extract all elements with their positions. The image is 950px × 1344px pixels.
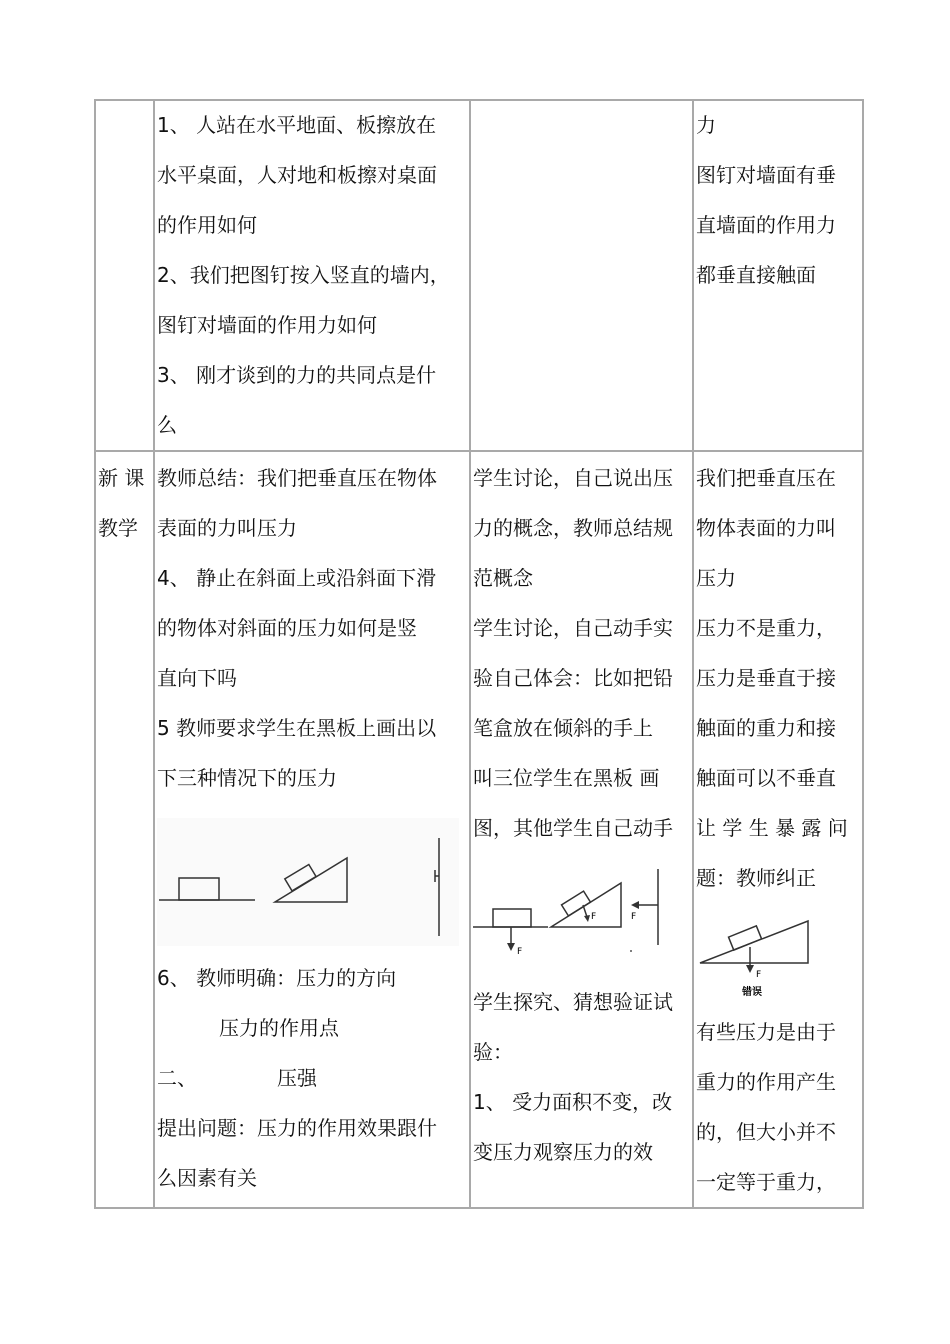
text-line: 触面的重力和接 (696, 716, 836, 740)
text-line: 图钉对墙面的作用力如何 (157, 313, 377, 337)
text-line: 压力的作用点 (219, 1016, 339, 1040)
force-label: F (631, 912, 637, 922)
text-line: 力的概念，教师总结规 (473, 516, 673, 540)
stage-cell (95, 451, 154, 1208)
text-line: 让 学 生 暴 露 问 (696, 816, 848, 840)
teacher-activity-cell (154, 100, 470, 451)
text-line: 压力 (696, 566, 736, 590)
text-line: 力 (696, 113, 716, 137)
text-line: 一定等于重力， (696, 1170, 836, 1194)
text-line: 学生探究、猜想验证试 (473, 990, 673, 1014)
text-line: 压力是垂直于接 (696, 666, 836, 690)
text-line: 压力不是重力， (696, 616, 836, 640)
error-caption: 错误 (742, 987, 762, 998)
text-line: 直向下吗 (157, 666, 237, 690)
text-line: 水平桌面，人对地和板擦对桌面 (157, 163, 437, 187)
text-line: 提出问题：压力的作用效果跟什 (157, 1116, 437, 1140)
text-line: 么 (157, 413, 177, 437)
stage-label: 新 课 (98, 466, 145, 490)
text-line: 么因素有关 (157, 1166, 257, 1190)
text-line: 6、 教师明确：压力的方向 (157, 966, 397, 990)
text-line: 物体表面的力叫 (696, 516, 836, 540)
text-line: 5 教师要求学生在黑板上画出以 (157, 716, 437, 740)
stage-cell (95, 100, 154, 451)
text-line: 表面的力叫压力 (157, 516, 297, 540)
text-line: 学生讨论，自己动手实 (473, 616, 673, 640)
force-label: F (517, 947, 523, 957)
text-line: 变压力观察压力的效 (473, 1140, 653, 1164)
text-line: 都垂直接触面 (696, 263, 816, 287)
notes-cell (693, 451, 863, 1208)
force-label: F (756, 970, 762, 980)
student-activity-cell (470, 100, 693, 451)
text-line: 有些压力是由于 (696, 1020, 836, 1044)
text-line: 叫三位学生在黑板 画 (473, 766, 660, 790)
text-line: 笔盒放在倾斜的手上 (473, 716, 653, 740)
text-line: 范概念 (473, 566, 533, 590)
text-line: 验自己体会：比如把铅 (473, 666, 673, 690)
force-label: F (591, 912, 597, 922)
text-line: 4、 静止在斜面上或沿斜面下滑 (157, 566, 437, 590)
text-line: 的，但大小并不 (696, 1120, 836, 1144)
text-line (157, 1053, 469, 1103)
text-line: 教师总结：我们把垂直压在物体 (157, 466, 437, 490)
text-line: 的作用如何 (157, 213, 257, 237)
wrong-example-diagram (696, 907, 818, 999)
text-line: 直墙面的作用力 (696, 213, 836, 237)
text-line: 题：教师纠正 (696, 866, 816, 890)
text-line: 触面可以不垂直 (696, 766, 836, 790)
stage-label: 教学 (98, 516, 138, 540)
table-row (95, 100, 863, 451)
text-line: 图钉对墙面有垂 (696, 163, 836, 187)
text-line: 2、我们把图钉按入竖直的墙内， (157, 263, 450, 287)
lesson-plan-table (94, 99, 864, 1209)
section-title: 压强 (277, 1066, 317, 1090)
section-number: 二、 (157, 1066, 197, 1090)
text-line: 1、 受力面积不变，改 (473, 1090, 673, 1114)
text-line: 学生讨论，自己说出压 (473, 466, 673, 490)
three-situations-diagram (157, 818, 459, 946)
teacher-activity-cell (154, 451, 470, 1208)
text-line: 重力的作用产生 (696, 1070, 836, 1094)
student-activity-cell (470, 451, 693, 1208)
text-line: 1、 人站在水平地面、板擦放在 (157, 113, 437, 137)
text-line: 图，其他学生自己动手 (473, 816, 673, 840)
text-line: 3、 刚才谈到的力的共同点是什 (157, 363, 437, 387)
notes-cell (693, 100, 863, 451)
text-line: 的物体对斜面的压力如何是竖 (157, 616, 417, 640)
student-force-diagram (473, 859, 683, 963)
text-line: 验： (473, 1040, 513, 1064)
text-line: 我们把垂直压在 (696, 466, 836, 490)
table-row (95, 451, 863, 1208)
text-line: 下三种情况下的压力 (157, 766, 337, 790)
